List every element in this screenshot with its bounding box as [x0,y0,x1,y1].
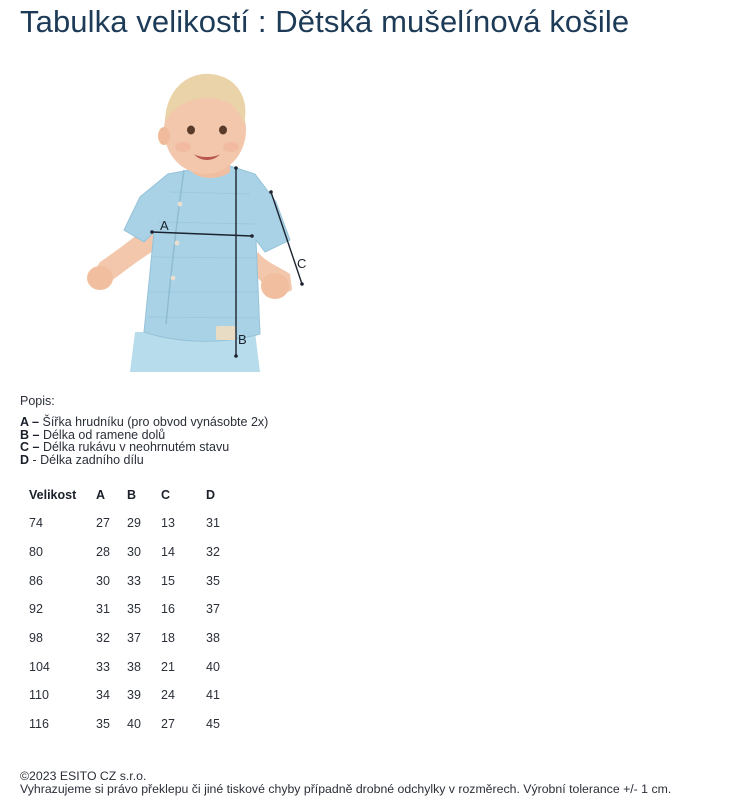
cell-d: 31 [206,516,220,531]
measure-label-b: B [238,332,247,347]
cell-c: 13 [161,516,175,531]
cell-c: 24 [161,688,175,703]
cell-size: 92 [29,602,43,617]
page-title: Tabulka velikostí : Dětská mušelínová košile [20,4,630,39]
measurement-legend [20,416,268,467]
child-in-shirt-image [80,62,320,372]
legend-text: Šířka hrudníku (pro obvod vynásobte 2x) [42,415,269,429]
table-row [20,509,246,538]
cell-size: 104 [29,659,50,674]
cell-a: 34 [96,688,110,703]
cell-a: 32 [96,631,110,646]
table-row [20,538,246,567]
measure-c-end [300,282,304,286]
footer [20,770,671,796]
cell-b: 29 [127,516,141,531]
cell-a: 33 [96,659,110,674]
legend-separator: – [28,415,43,429]
cell-a: 30 [96,573,110,588]
cell-b: 39 [127,688,141,703]
ear-left [158,127,170,145]
cell-b: 35 [127,602,141,617]
left-hand-shape [87,266,113,290]
cell-c: 21 [161,659,175,674]
eye-left [187,126,195,135]
measure-label-a: A [160,218,169,233]
measure-a-end [250,234,254,238]
measure-a-start [150,230,154,234]
header-b: B [127,487,137,502]
legend-key: D [20,453,30,468]
table-row [20,595,246,624]
cell-d: 40 [206,659,220,674]
cell-d: 45 [206,717,220,732]
measure-label-c: C [297,256,307,271]
cell-b: 40 [127,717,141,732]
measure-b-end [234,354,238,358]
legend-text: Délka zadního dílu [40,453,144,468]
size-table [20,480,246,739]
cell-c: 15 [161,573,175,588]
legend-item-d [20,454,268,467]
cell-c: 18 [161,631,175,646]
cell-d: 38 [206,631,220,646]
cell-size: 110 [29,688,49,703]
product-illustration [80,62,320,372]
legend-text: Délka od ramene dolů [42,427,166,442]
measure-c-start [269,190,273,194]
cell-b: 33 [127,573,141,588]
cell-a: 27 [96,516,110,531]
cell-b: 38 [127,659,141,674]
cell-size: 86 [29,573,43,588]
button-3 [171,276,176,281]
disclaimer-text: Vyhrazujeme si právo překlepu či jiné tiskové chyby případně drobné odchylky v rozměrech. Výrobní tolerance +/- 1 cm. [20,782,672,796]
legend-key: A [20,415,29,429]
brand-patch [216,326,236,340]
legend-key: C [20,440,30,455]
table-row [20,652,246,681]
cell-d: 35 [206,573,220,588]
legend-separator: - [29,453,41,468]
table-row [20,710,246,739]
cell-a: 35 [96,717,110,732]
table-row [20,681,246,710]
button-2 [175,241,180,246]
eye-right [219,126,227,135]
cell-a: 28 [96,545,110,560]
header-size: Velikost [29,487,77,502]
legend-key: B [20,427,30,442]
cell-size: 116 [29,717,49,732]
cell-size: 80 [29,545,43,560]
cell-d: 37 [206,602,220,617]
cell-size: 98 [29,631,43,646]
cell-d: 41 [206,688,220,703]
copyright-text: ©2023 ESITO CZ s.r.o. [20,769,147,783]
cell-c: 27 [161,717,175,732]
table-row [20,566,246,595]
header-a: A [96,487,106,502]
cell-size: 74 [29,516,43,531]
cell-c: 14 [161,545,175,560]
cheek-left [175,142,191,152]
header-c: C [161,487,171,502]
legend-separator: – [29,427,43,442]
cell-b: 30 [127,545,141,560]
legend-separator: – [29,440,43,455]
measure-b-start [234,166,238,170]
cell-b: 37 [127,631,141,646]
right-hand-shape [261,273,289,299]
cell-c: 16 [161,602,175,617]
cell-d: 32 [206,545,220,560]
cheek-right [223,142,239,152]
button-1 [178,202,183,207]
table-header-row [20,480,246,509]
cell-a: 31 [96,602,110,617]
header-d: D [206,487,216,502]
table-row [20,624,246,653]
legend-text: Délka rukávu v neohrnutém stavu [42,440,230,455]
description-heading: Popis: [20,394,55,408]
